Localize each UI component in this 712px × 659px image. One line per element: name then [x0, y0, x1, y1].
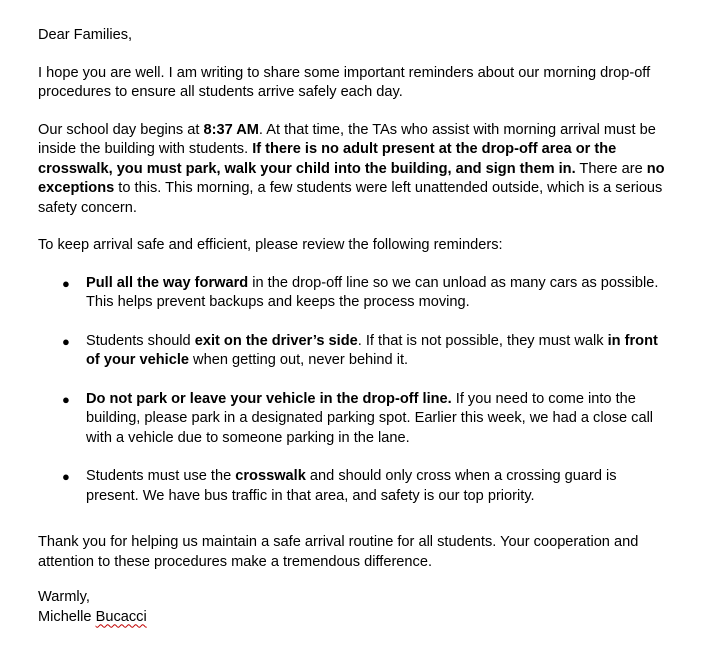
closing-paragraph: Thank you for helping us maintain a safe arrival routine for all students. Your cooperation and attention to these procedures make a tremendous difference. [38, 534, 639, 570]
schedule-text-3: There are [575, 160, 647, 177]
schedule-paragraph [38, 121, 668, 219]
signature-name [38, 608, 668, 628]
reminder-bold: Do not park or leave your vehicle in the drop-off line. [86, 390, 452, 407]
no-exceptions: no exceptions [38, 160, 665, 196]
review-intro: To keep arrival safe and efficient, please review the following reminders: [38, 237, 503, 253]
schedule-text-4: to this. This morning, a few students were left unattended outside, which is a serious safety concern. [38, 180, 663, 216]
reminder-bold: exit on the driver’s side [194, 332, 358, 349]
signature-first: Michelle [38, 608, 96, 625]
bullet-icon: ● [62, 333, 70, 349]
start-time: 8:37 AM [203, 121, 259, 138]
list-item [38, 332, 668, 371]
list-item [38, 467, 668, 506]
reminders-list [38, 274, 668, 507]
reminder-text: in the drop-off line so we can unload as many cars as possible. This helps prevent backups and keeps the process moving. [86, 274, 659, 310]
reminder-text: when getting out, never behind it. [189, 352, 409, 368]
bullet-icon: ● [62, 469, 70, 484]
signoff: Warmly, [38, 589, 90, 605]
greeting: Dear Families, [38, 27, 133, 43]
bullet-icon: ● [62, 391, 70, 407]
list-item [38, 274, 668, 313]
schedule-text-2: . At that time, the TAs who assist with morning arrival must be inside the building with students. [38, 121, 656, 157]
parking-rule: If there is no adult present at the drop-off area or the crosswalk, you must park, walk your child into the building, and sign them in. [38, 141, 617, 177]
reminder-text: Students should [86, 332, 195, 349]
reminder-text: Students must use the [86, 468, 236, 484]
intro-paragraph: I hope you are well. I am writing to share some important reminders about our morning drop-off procedures to ensure all students arrive safely each day. [38, 64, 651, 100]
reminder-text: and should only cross when a crossing guard is present. We have bus traffic in that area, and safety is our top priority. [86, 468, 617, 504]
reminder-bold: in front of your vehicle [86, 332, 658, 368]
reminder-bold: Pull all the way forward [86, 274, 249, 291]
reminder-text: . If that is not possible, they must walk [357, 332, 608, 349]
letter-document [38, 26, 668, 627]
signature-last: Bucacci [95, 608, 147, 625]
schedule-text-1: Our school day begins at [38, 121, 204, 138]
list-item [38, 390, 668, 449]
reminder-text: If you need to come into the building, please park in a designated parking spot. Earlier this week, we had a close call with a vehicle due to someone parking in the lane. [86, 390, 654, 446]
bullet-icon: ● [62, 275, 70, 291]
reminder-bold: crosswalk [235, 468, 306, 484]
